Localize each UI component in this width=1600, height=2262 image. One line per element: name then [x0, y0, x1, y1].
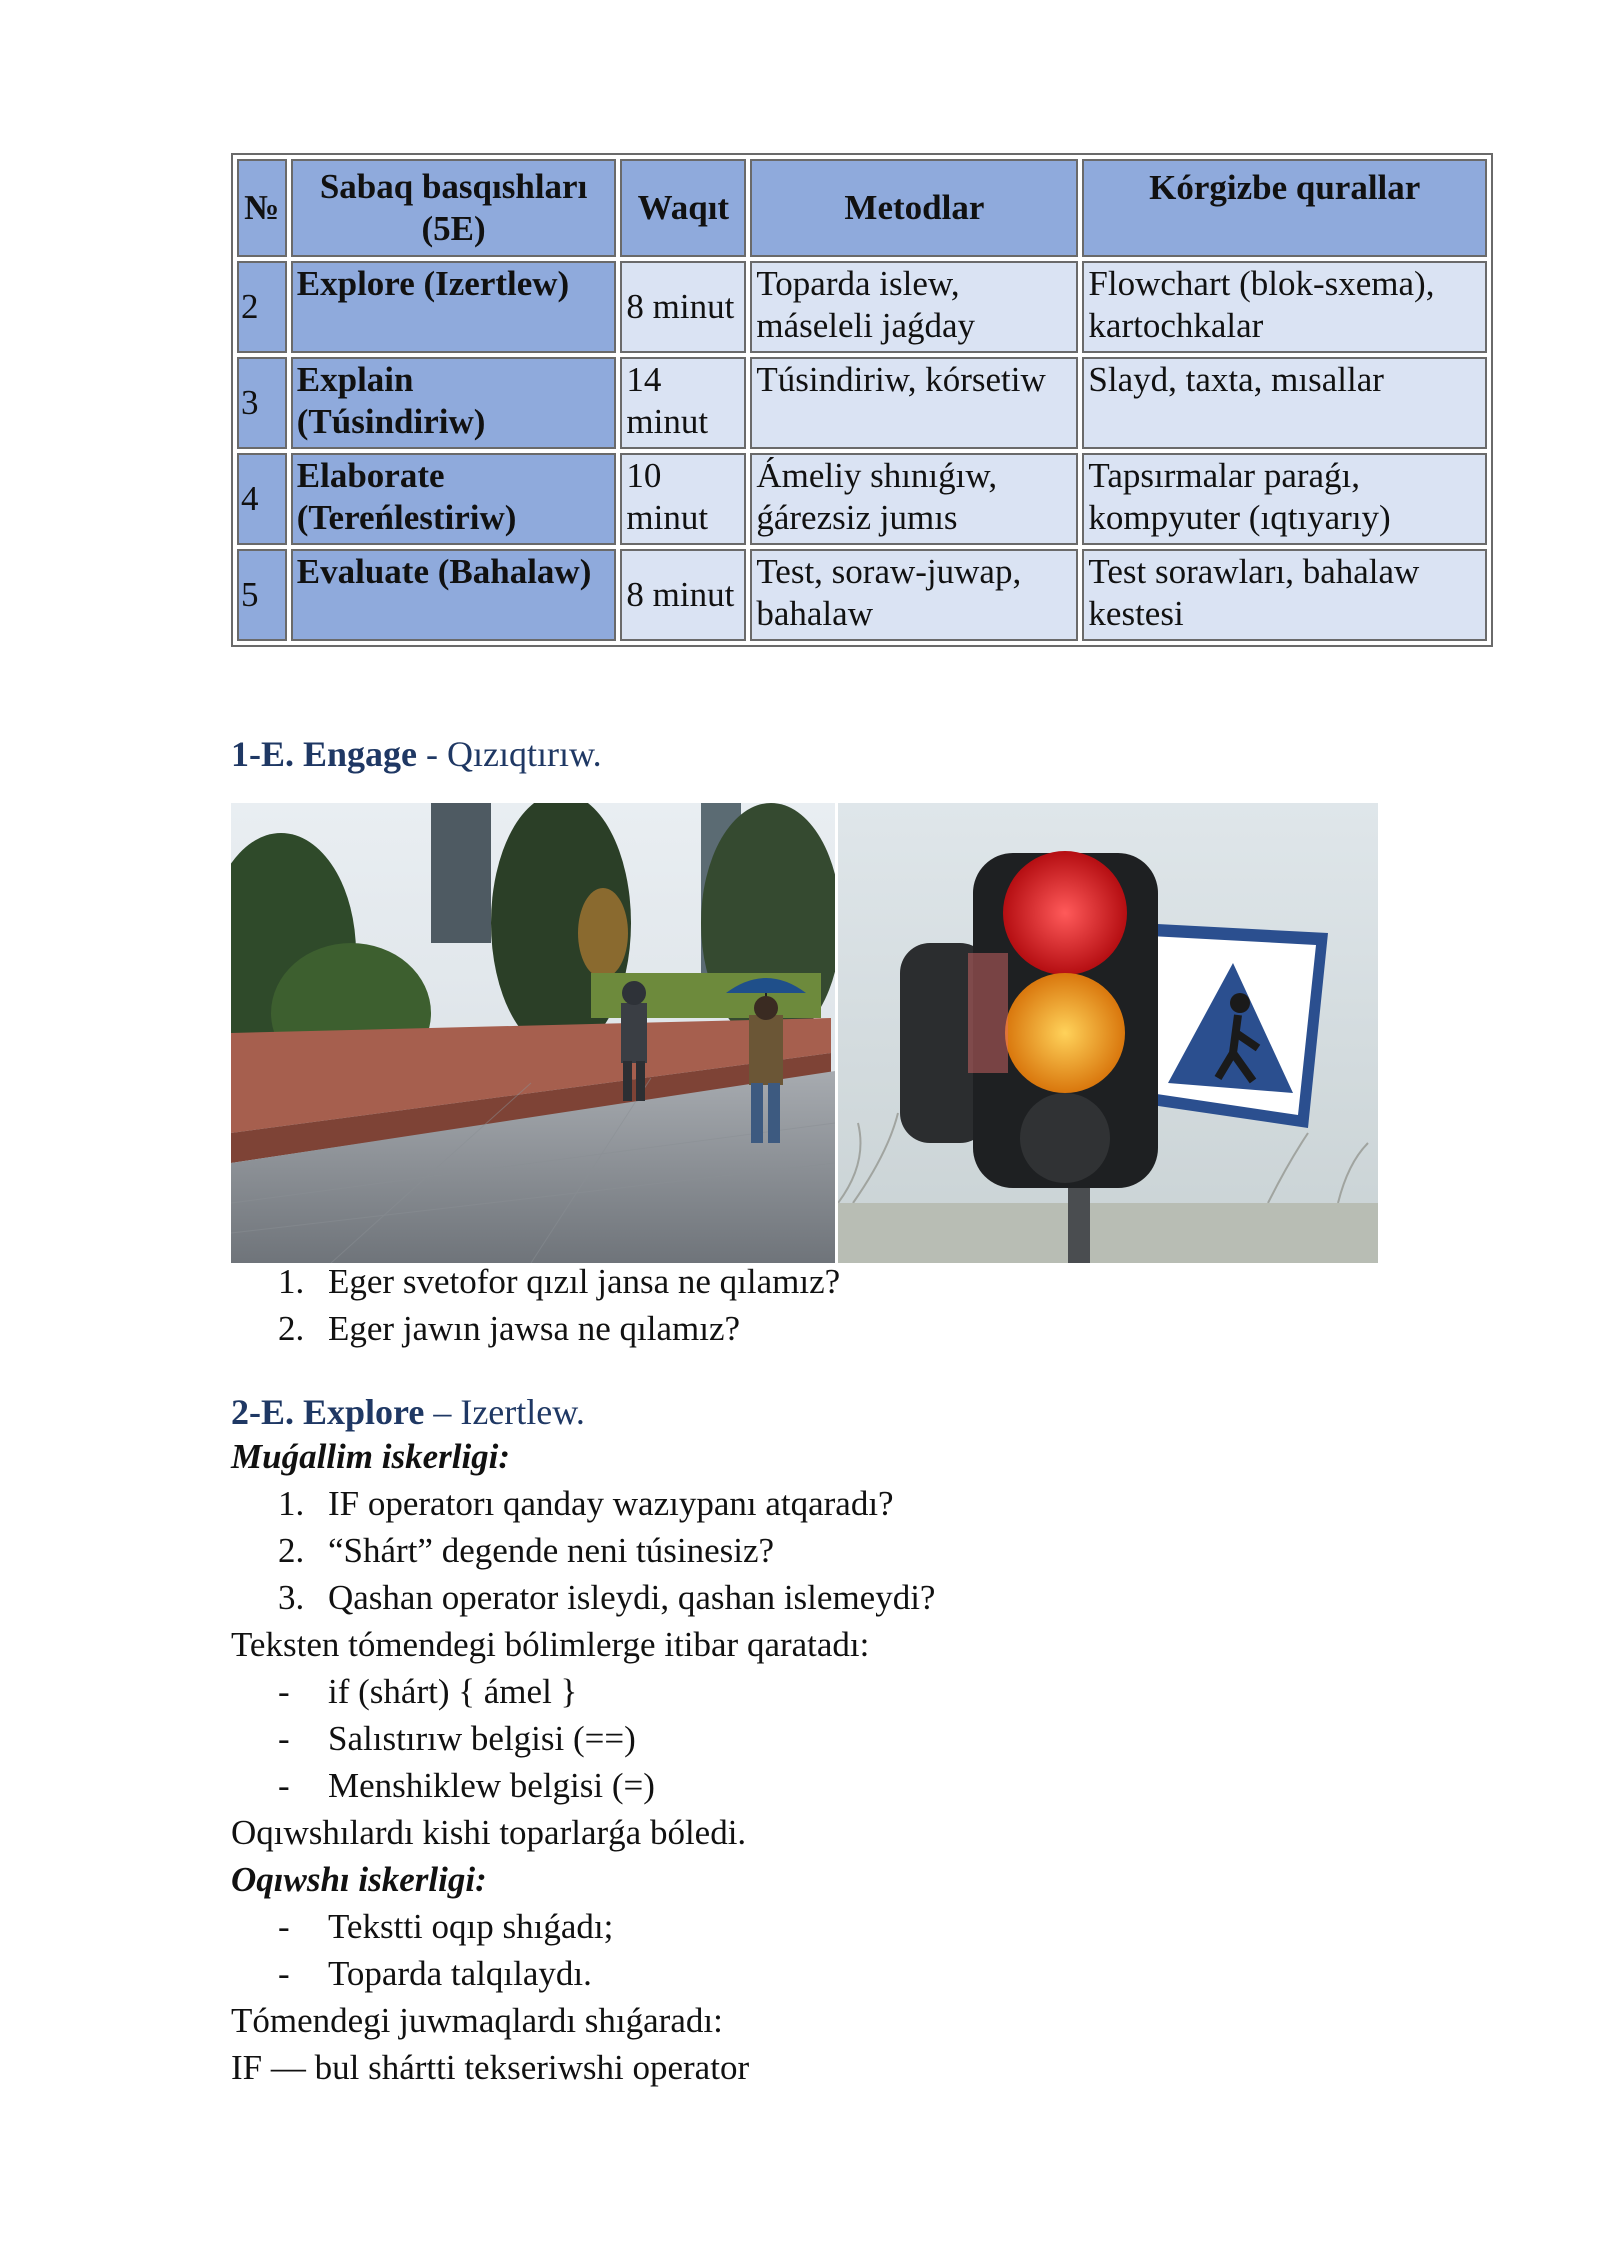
- list-item: [278, 1309, 740, 1349]
- list-text: Tekstti oqıp shıǵadı;: [328, 1907, 614, 1946]
- list-marker: -: [278, 1766, 290, 1805]
- list-item: [278, 1262, 840, 1302]
- list-text: Eger jawın jawsa ne qılamız?: [328, 1309, 741, 1348]
- row-time: 8 minut: [620, 549, 746, 641]
- list-item: [278, 1672, 577, 1712]
- row-number: 2: [237, 261, 287, 353]
- list-text: Menshiklew belgisi (=): [328, 1766, 655, 1805]
- list-text: if (shárt) { ámel }: [328, 1672, 578, 1711]
- list-marker: -: [278, 1907, 290, 1946]
- list-item: [278, 1484, 894, 1524]
- row-time: 10 minut: [620, 453, 746, 545]
- explore-heading-rest: – Izertlew.: [424, 1392, 585, 1432]
- row-tools: Test sorawları, bahalaw kestesi: [1082, 549, 1487, 641]
- header-time: Waqıt: [620, 159, 746, 257]
- list-marker: 2.: [278, 1531, 305, 1570]
- student-activity-label: Oqıwshı iskerligi:: [231, 1860, 487, 1899]
- list-text: Toparda talqılaydı.: [328, 1954, 592, 1993]
- list-item: [278, 1954, 592, 1994]
- list-marker: -: [278, 1954, 290, 1993]
- list-marker: -: [278, 1719, 290, 1758]
- list-marker: -: [278, 1672, 290, 1711]
- list-text: “Shárt” degende neni túsinesiz?: [328, 1531, 775, 1570]
- row-tools: Tapsırmalar paraǵı, kompyuter (ıqtıyarıy): [1082, 453, 1487, 545]
- list-marker: 1.: [278, 1262, 305, 1301]
- row-tools: Flowchart (blok-sxema), kartochkalar: [1082, 261, 1487, 353]
- list-marker: 3.: [278, 1578, 305, 1617]
- teacher-activity-label: Muǵallim iskerligi:: [231, 1437, 511, 1476]
- row-tools: Slayd, taxta, mısallar: [1082, 357, 1487, 449]
- conclusion-text: IF — bul shártti tekseriwshi operator: [231, 2048, 750, 2087]
- table-row: [237, 261, 1487, 353]
- header-methods: Metodlar: [750, 159, 1078, 257]
- table-row: [237, 357, 1487, 449]
- list-marker: 1.: [278, 1484, 305, 1523]
- lesson-stages-table: [231, 153, 1493, 647]
- row-stage: Explore (Izertlew): [291, 261, 617, 353]
- list-item: [278, 1531, 774, 1571]
- attention-text: Teksten tómendegi bólimlerge itibar qaratadı:: [231, 1625, 870, 1664]
- list-marker: 2.: [278, 1309, 305, 1348]
- list-item: [278, 1719, 636, 1759]
- explore-heading: [231, 1391, 585, 1433]
- groups-text: Oqıwshılardı kishi toparlarǵa bóledi.: [231, 1813, 747, 1852]
- row-stage: Elaborate (Tereńlestiriw): [291, 453, 617, 545]
- table-row: [237, 549, 1487, 641]
- conclusion-intro: Tómendegi juwmaqlardı shıǵaradı:: [231, 2001, 723, 2040]
- row-methods: Ámeliy shınıǵıw, ǵárezsiz jumıs: [750, 453, 1078, 545]
- row-number: 3: [237, 357, 287, 449]
- row-methods: Túsindiriw, kórsetiw: [750, 357, 1078, 449]
- list-item: [278, 1907, 613, 1947]
- row-number: 4: [237, 453, 287, 545]
- row-methods: Test, soraw-juwap, bahalaw: [750, 549, 1078, 641]
- list-item: [278, 1766, 655, 1806]
- rainy-street-photo: [231, 803, 835, 1263]
- engage-heading-bold: 1-E. Engage: [231, 734, 418, 774]
- row-time: 8 minut: [620, 261, 746, 353]
- table-header-row: [237, 159, 1487, 257]
- list-text: Qashan operator isleydi, qashan islemeydi?: [328, 1578, 936, 1617]
- header-tools: Kórgizbe qurallar: [1082, 159, 1487, 257]
- list-text: Salıstırıw belgisi (==): [328, 1719, 636, 1758]
- engage-heading-rest: - Qızıqtırıw.: [417, 734, 602, 774]
- explore-heading-bold: 2-E. Explore: [231, 1392, 425, 1432]
- table-row: [237, 453, 1487, 545]
- header-stage: Sabaq basqıshları (5E): [291, 159, 617, 257]
- header-number: №: [237, 159, 287, 257]
- row-stage: Explain (Túsindiriw): [291, 357, 617, 449]
- traffic-light-photo: [838, 803, 1378, 1263]
- list-text: Eger svetofor qızıl jansa ne qılamız?: [328, 1262, 841, 1301]
- engage-heading: [231, 733, 602, 775]
- list-item: [278, 1578, 935, 1618]
- row-number: 5: [237, 549, 287, 641]
- list-text: IF operatorı qanday wazıypanı atqaradı?: [328, 1484, 894, 1523]
- row-time: 14 minut: [620, 357, 746, 449]
- row-methods: Toparda islew, máseleli jaǵday: [750, 261, 1078, 353]
- row-stage: Evaluate (Bahalaw): [291, 549, 617, 641]
